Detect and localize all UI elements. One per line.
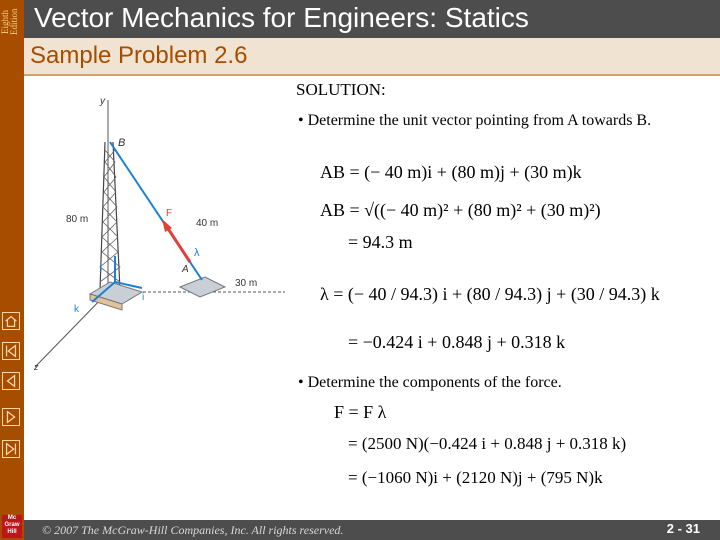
equation-lambda: λ = (− 40 / 94.3) i + (80 / 94.3) j + (30 / 94.3) k [320,284,660,304]
label-f: F [166,208,173,219]
label-40m: 40 m [196,218,219,229]
last-slide-icon[interactable] [2,440,20,458]
label-80m: 80 m [66,214,89,225]
label-a: A [182,264,189,275]
page-number: 2 - 31 [666,521,700,536]
bullet-components: • Determine the components of the force. [298,374,562,391]
problem-figure [30,82,292,372]
tower [100,142,120,290]
sidebar [0,0,24,540]
label-i: i [142,292,145,303]
next-slide-icon[interactable] [2,408,20,426]
label-30m: 30 m [235,278,258,289]
equation-ab-value: = 94.3 m [348,232,413,252]
label-b: B [118,137,126,149]
label-y: y [100,96,105,107]
equation-force-components: = (−1060 N)i + (2120 N)j + (795 N)k [348,468,603,487]
label-lambda: λ [194,247,200,259]
equation-ab-magnitude: AB = √((− 40 m)² + (80 m)² + (30 m)²) [320,200,601,220]
footer-bar [24,520,720,540]
z-axis-line [35,292,108,367]
title-divider [24,74,720,76]
copyright-text: © 2007 The McGraw-Hill Companies, Inc. All rights reserved. [42,523,344,537]
equation-force: F = F λ [334,402,387,422]
header-bar [24,0,720,38]
slide-title: Sample Problem 2.6 [30,42,248,69]
equation-lambda-value: = −0.424 i + 0.848 j + 0.318 k [348,332,566,352]
edition-label: Eighth Edition [0,8,19,36]
label-j: j [100,262,103,273]
previous-slide-icon[interactable] [2,372,20,390]
slide-title-bar [24,38,720,74]
bullet-unit-vector: • Determine the unit vector pointing from A towards B. [298,112,652,129]
equation-ab-vector: AB = (− 40 m)i + (80 m)j + (30 m)k [320,162,582,182]
first-slide-icon[interactable] [2,342,20,360]
solution-heading: SOLUTION: [296,80,386,99]
anchor-base [180,277,225,297]
label-z: z [34,362,39,372]
mcgraw-hill-logo: Mc Graw Hill [2,515,22,538]
solution-panel [296,80,716,510]
label-k: k [74,304,79,315]
home-icon[interactable] [2,312,20,330]
equation-force-expanded: = (2500 N)(−0.424 i + 0.848 j + 0.318 k) [348,434,627,453]
book-title: Vector Mechanics for Engineers: Statics [34,2,529,33]
